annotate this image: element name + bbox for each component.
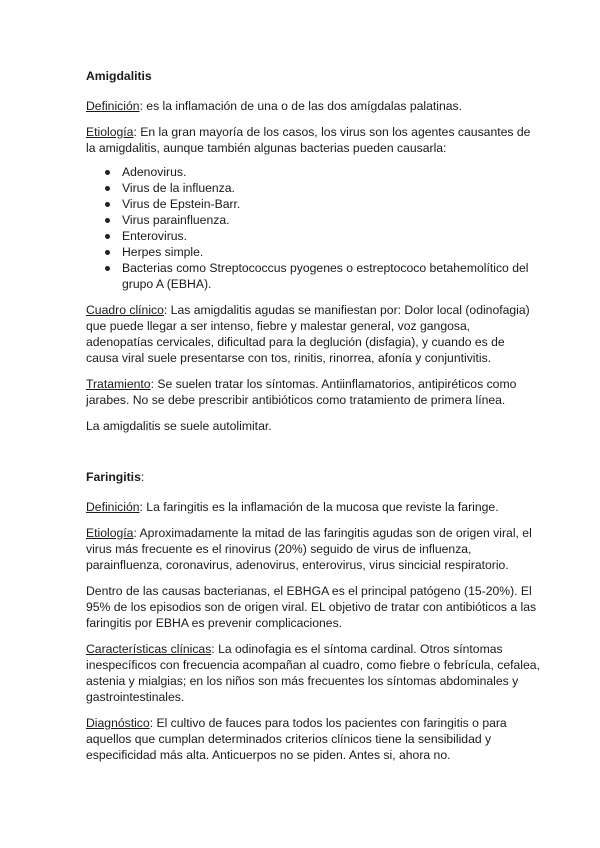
definicion-text: : es la inflamación de una o de las dos amígdalas palatinas. (139, 99, 463, 113)
bullet-icon (105, 266, 110, 271)
faringitis-etiologia (86, 525, 540, 573)
tratamiento-text: : Se suelen tratar los síntomas. Antiinflamatorios, antipiréticos como jarabes. No se debe prescribir antibióticos como tratamiento de primera línea. (86, 377, 517, 407)
faringitis-heading (86, 469, 540, 485)
etiologia-label: Etiología (86, 125, 134, 139)
agentes-list (86, 164, 540, 292)
tratamiento-label: Tratamiento (86, 377, 151, 391)
faringitis-bacterianas: Dentro de las causas bacterianas, el EBHGA es el principal patógeno (15-20%). El 95% de los episodios son de origen viral. EL objetivo de tratar con antibióticos a las faringitis por EBHA es prevenir complicaciones. (86, 584, 537, 630)
list-item-text: Virus de Epstein-Barr. (122, 197, 241, 211)
list-item (122, 228, 540, 244)
list-item-text: Bacterias como Streptococcus pyogenes o estreptococo betahemolítico del grupo A (EBHA). (122, 261, 529, 291)
amigdalitis-nota: La amigdalitis se suele autolimitar. (86, 419, 272, 433)
faringitis-diagnostico (86, 715, 540, 763)
section-spacer (86, 444, 540, 469)
amigdalitis-cuadro-clinico (86, 302, 540, 366)
bullet-icon (105, 250, 110, 255)
list-item (122, 196, 540, 212)
amigdalitis-tratamiento (86, 376, 540, 408)
cuadro-text: : Las amigdalitis agudas se manifiestan por: Dolor local (odinofagia) que puede llegar a ser intenso, fiebre y malestar general, voz gangosa, adenopatías cervicales, dificultad para la deglución (disfagia), y cuando es de causa viral suele presentarse con tos, rinitis, rinorrea, afonía y conjuntivitis. (86, 303, 530, 365)
bullet-icon (105, 186, 110, 191)
etiologia-text: : Aproximadamente la mitad de las faringitis agudas son de origen viral, el virus más frecuente es el rinovirus (20%) seguido de virus de influenza, parainfluenza, coronavirus, adenovirus, enterovirus, virus sincicial respiratorio. (86, 526, 532, 572)
list-item-text: Virus parainfluenza. (122, 213, 230, 227)
faringitis-title: Faringitis (86, 470, 141, 484)
bullet-icon (105, 170, 110, 175)
list-item (122, 212, 540, 228)
list-item (122, 244, 540, 260)
faringitis-definicion (86, 499, 540, 515)
cuadro-label: Cuadro clínico (86, 303, 164, 317)
list-item (122, 260, 540, 292)
list-item-text: Herpes simple. (122, 245, 204, 259)
caracteristicas-text: : La odinofagia es el síntoma cardinal. Otros síntomas inespecíficos con frecuencia acompañan al cuadro, como fiebre o febrícula, cefalea, astenia y mialgias; en los niños son más frecuentes los síntomas abdominales y gastrointestinales. (86, 642, 540, 704)
etiologia-text: : En la gran mayoría de los casos, los virus son los agentes causantes de la amigdalitis, aunque también algunas bacterias pueden causarla: (86, 125, 531, 155)
list-item (122, 164, 540, 180)
definicion-text: : La faringitis es la inflamación de la mucosa que reviste la faringe. (139, 500, 499, 514)
amigdalitis-etiologia (86, 124, 540, 156)
amigdalitis-definicion (86, 98, 540, 114)
caracteristicas-label: Características clínicas (86, 642, 212, 656)
faringitis-title-suffix: : (140, 470, 145, 484)
list-item (122, 180, 540, 196)
list-item-text: Adenovirus. (122, 165, 187, 179)
amigdalitis-title: Amigdalitis (86, 69, 152, 83)
diagnostico-label: Diagnóstico (86, 716, 150, 730)
definicion-label: Definición (86, 500, 140, 514)
bullet-icon (105, 234, 110, 239)
etiologia-label: Etiología (86, 526, 134, 540)
bullet-icon (105, 202, 110, 207)
list-item-text: Virus de la influenza. (122, 181, 235, 195)
faringitis-caracteristicas (86, 641, 540, 705)
diagnostico-text: : El cultivo de fauces para todos los pacientes con faringitis o para aquellos que cumplan determinados criterios clínicos tiene la sensibilidad y especificidad más alta. Anticuerpos no se piden. Antes si, ahora no. (86, 716, 507, 762)
list-item-text: Enterovirus. (122, 229, 188, 243)
bullet-icon (105, 218, 110, 223)
definicion-label: Definición (86, 99, 140, 113)
